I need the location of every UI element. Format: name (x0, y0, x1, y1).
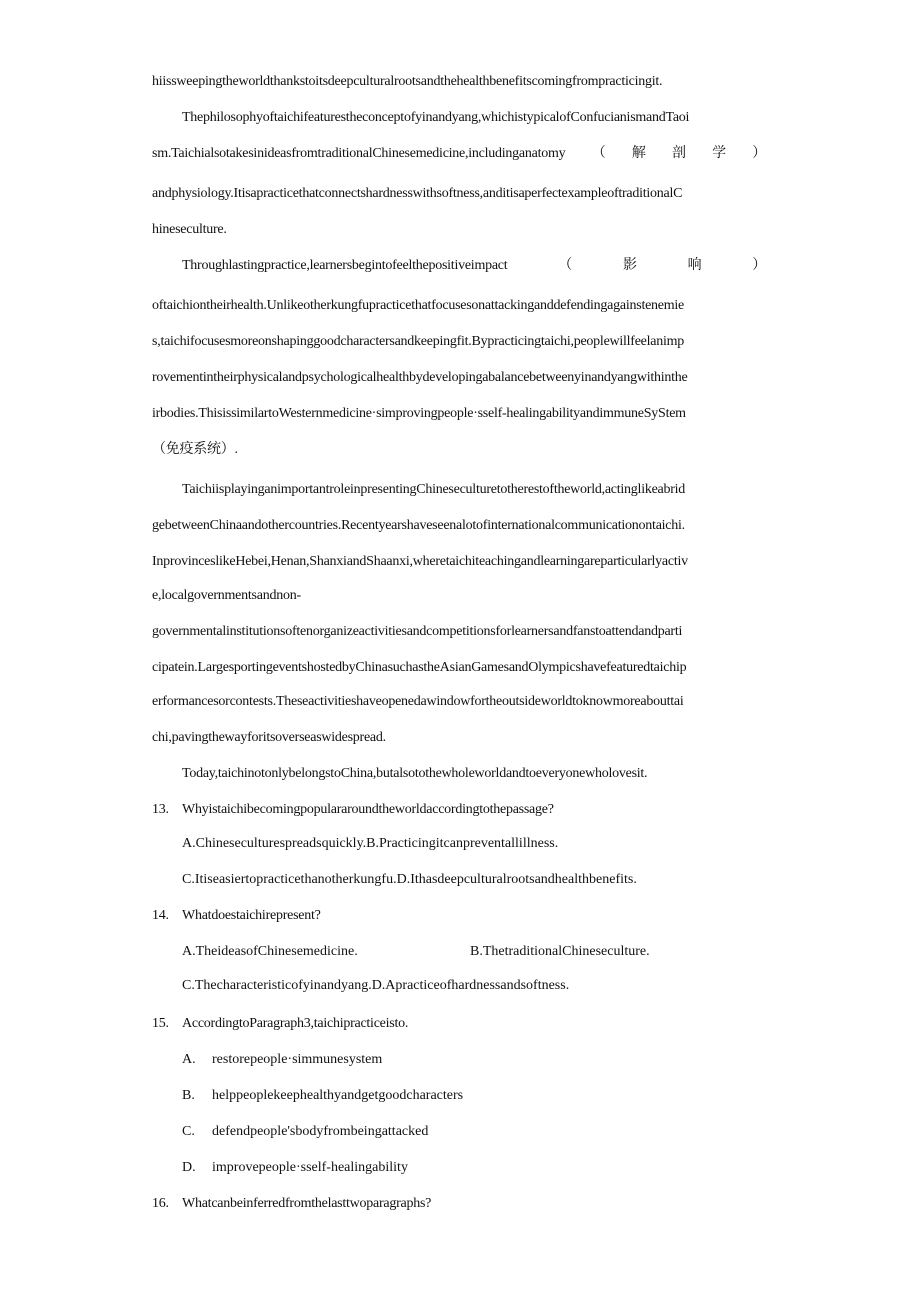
passage-line: irbodies.ThisissimilartoWesternmedicine·simprovingpeople·sself-healingabilityandimmuneSyStem (152, 406, 686, 421)
answer-option-d[interactable] (182, 1158, 722, 1178)
passage-line: InprovinceslikeHebei,Henan,ShanxiandShaanxi,wheretaichiteachingandlearningareparticularlyactiv (152, 554, 688, 569)
question-number: 15. (152, 1016, 169, 1031)
passage-line: governmentalinstitutionsoftenorganizeactivitiesandcompetitionsforlearnersandfanstoattendandparti (152, 624, 683, 639)
bracket-open: （ (591, 146, 606, 161)
option-label: C. (182, 1124, 195, 1139)
option-label: A. (182, 1052, 196, 1067)
passage-line: hiissweepingtheworldthankstoitsdeepculturalrootsandthehealthbenefitscomingfrompracticingit. (152, 74, 663, 89)
question-15 (152, 1014, 772, 1034)
answer-option-a[interactable]: A.TheideasofChinesemedicine. (182, 944, 358, 959)
bracket-close: ） (752, 146, 766, 161)
bracket-open: （ (558, 258, 573, 273)
option-text: defendpeople'sbodyfrombeingattacked (212, 1124, 429, 1139)
answer-option-b[interactable] (182, 1086, 722, 1106)
answer-option-row (182, 942, 722, 962)
chinese-char: 学 (712, 146, 726, 161)
passage-line: erformancesorcontests.Theseactivitieshaveopenedawindowfortheoutsideworldtoknowmoreabouttai (152, 694, 684, 709)
question-number: 14. (152, 908, 169, 923)
passage-line: gebetweenChinaandothercountries.Recentyearshaveseenalotofinternationalcommunicationontaichi. (152, 518, 685, 533)
chinese-char: 解 (631, 146, 646, 161)
passage-line (152, 144, 766, 164)
chinese-char: 剖 (671, 146, 686, 161)
passage-line: oftaichiontheirhealth.Unlikeotherkungfupracticethatfocusesonattackinganddefendingagainstenemie (152, 298, 685, 313)
passage-line: （免疫系统）. (152, 442, 238, 457)
question-stem: Whyistaichibecomingpopulararoundtheworldaccordingtothepassage? (182, 802, 554, 817)
passage-line: Thephilosophyoftaichifeaturestheconceptofyinandyang,whichistypicalofConfucianismandTaoi (182, 110, 690, 125)
option-label: B. (182, 1088, 195, 1103)
question-14 (152, 906, 772, 926)
chinese-char: 影 (622, 258, 637, 273)
chinese-char: 响 (687, 258, 702, 273)
answer-option-b[interactable]: B.ThetraditionalChineseculture. (470, 944, 650, 959)
passage-line: rovementintheirphysicalandpsychologicalhealthbydevelopingabalancebetweenyinandyangwithinthe (152, 370, 688, 385)
line-text: Throughlastingpractice,learnersbegintofeelthepositiveimpact (182, 258, 508, 273)
passage-line: chi,pavingthewayforitsoverseaswidespread. (152, 730, 386, 745)
option-label: D. (182, 1160, 196, 1175)
question-16 (152, 1194, 772, 1214)
passage-line: cipatein.LargesportingeventshostedbyChinasuchastheAsianGamesandOlympicshavefeaturedtaichip (152, 660, 687, 675)
question-13 (152, 800, 772, 820)
question-number: 16. (152, 1196, 169, 1211)
option-text: improvepeople·sself-healingability (212, 1160, 408, 1175)
answer-option-row[interactable]: A.Chineseculturespreadsquickly.B.Practicingitcanpreventallillness. (182, 836, 559, 851)
answer-option-c[interactable] (182, 1122, 722, 1142)
passage-line: TaichiisplayinganimportantroleinpresentingChineseculturetotherestoftheworld,actinglikeabrid (182, 482, 686, 497)
passage-line: andphysiology.Itisapracticethatconnectshardnesswithsoftness,anditisaperfectexampleoftraditionalC (152, 186, 683, 201)
question-stem: Whatdoestaichirepresent? (182, 908, 321, 923)
passage-line: hineseculture. (152, 222, 227, 237)
answer-option-a[interactable] (182, 1050, 722, 1070)
bracket-close: ） (752, 258, 766, 273)
passage-line: e,localgovernmentsandnon- (152, 588, 301, 603)
passage-line (182, 256, 766, 276)
passage-line: s,taichifocusesmoreonshapinggoodcharactersandkeepingfit.Bypracticingtaichi,peoplewillfeelanimp (152, 334, 685, 349)
question-stem: AccordingtoParagraph3,taichipracticeisto. (182, 1016, 409, 1031)
question-number: 13. (152, 802, 169, 817)
line-text: sm.TaichialsotakesinideasfromtraditionalChinesemedicine,includinganatomy (152, 146, 566, 161)
question-stem: Whatcanbeinferredfromthelasttwoparagraphs? (182, 1196, 432, 1211)
answer-option-row[interactable]: C.Itiseasiertopracticethanotherkungfu.D.Ithasdeepculturalrootsandhealthbenefits. (182, 872, 637, 887)
option-text: restorepeople·simmunesystem (212, 1052, 383, 1067)
option-text: helppeoplekeephealthyandgetgoodcharacters (212, 1088, 464, 1103)
passage-line: Today,taichinotonlybelongstoChina,butalsotothewholeworldandtoeveryonewholovesit. (182, 766, 648, 781)
answer-option-row[interactable]: C.Thecharacteristicofyinandyang.D.Apracticeofhardnessandsoftness. (182, 978, 570, 993)
